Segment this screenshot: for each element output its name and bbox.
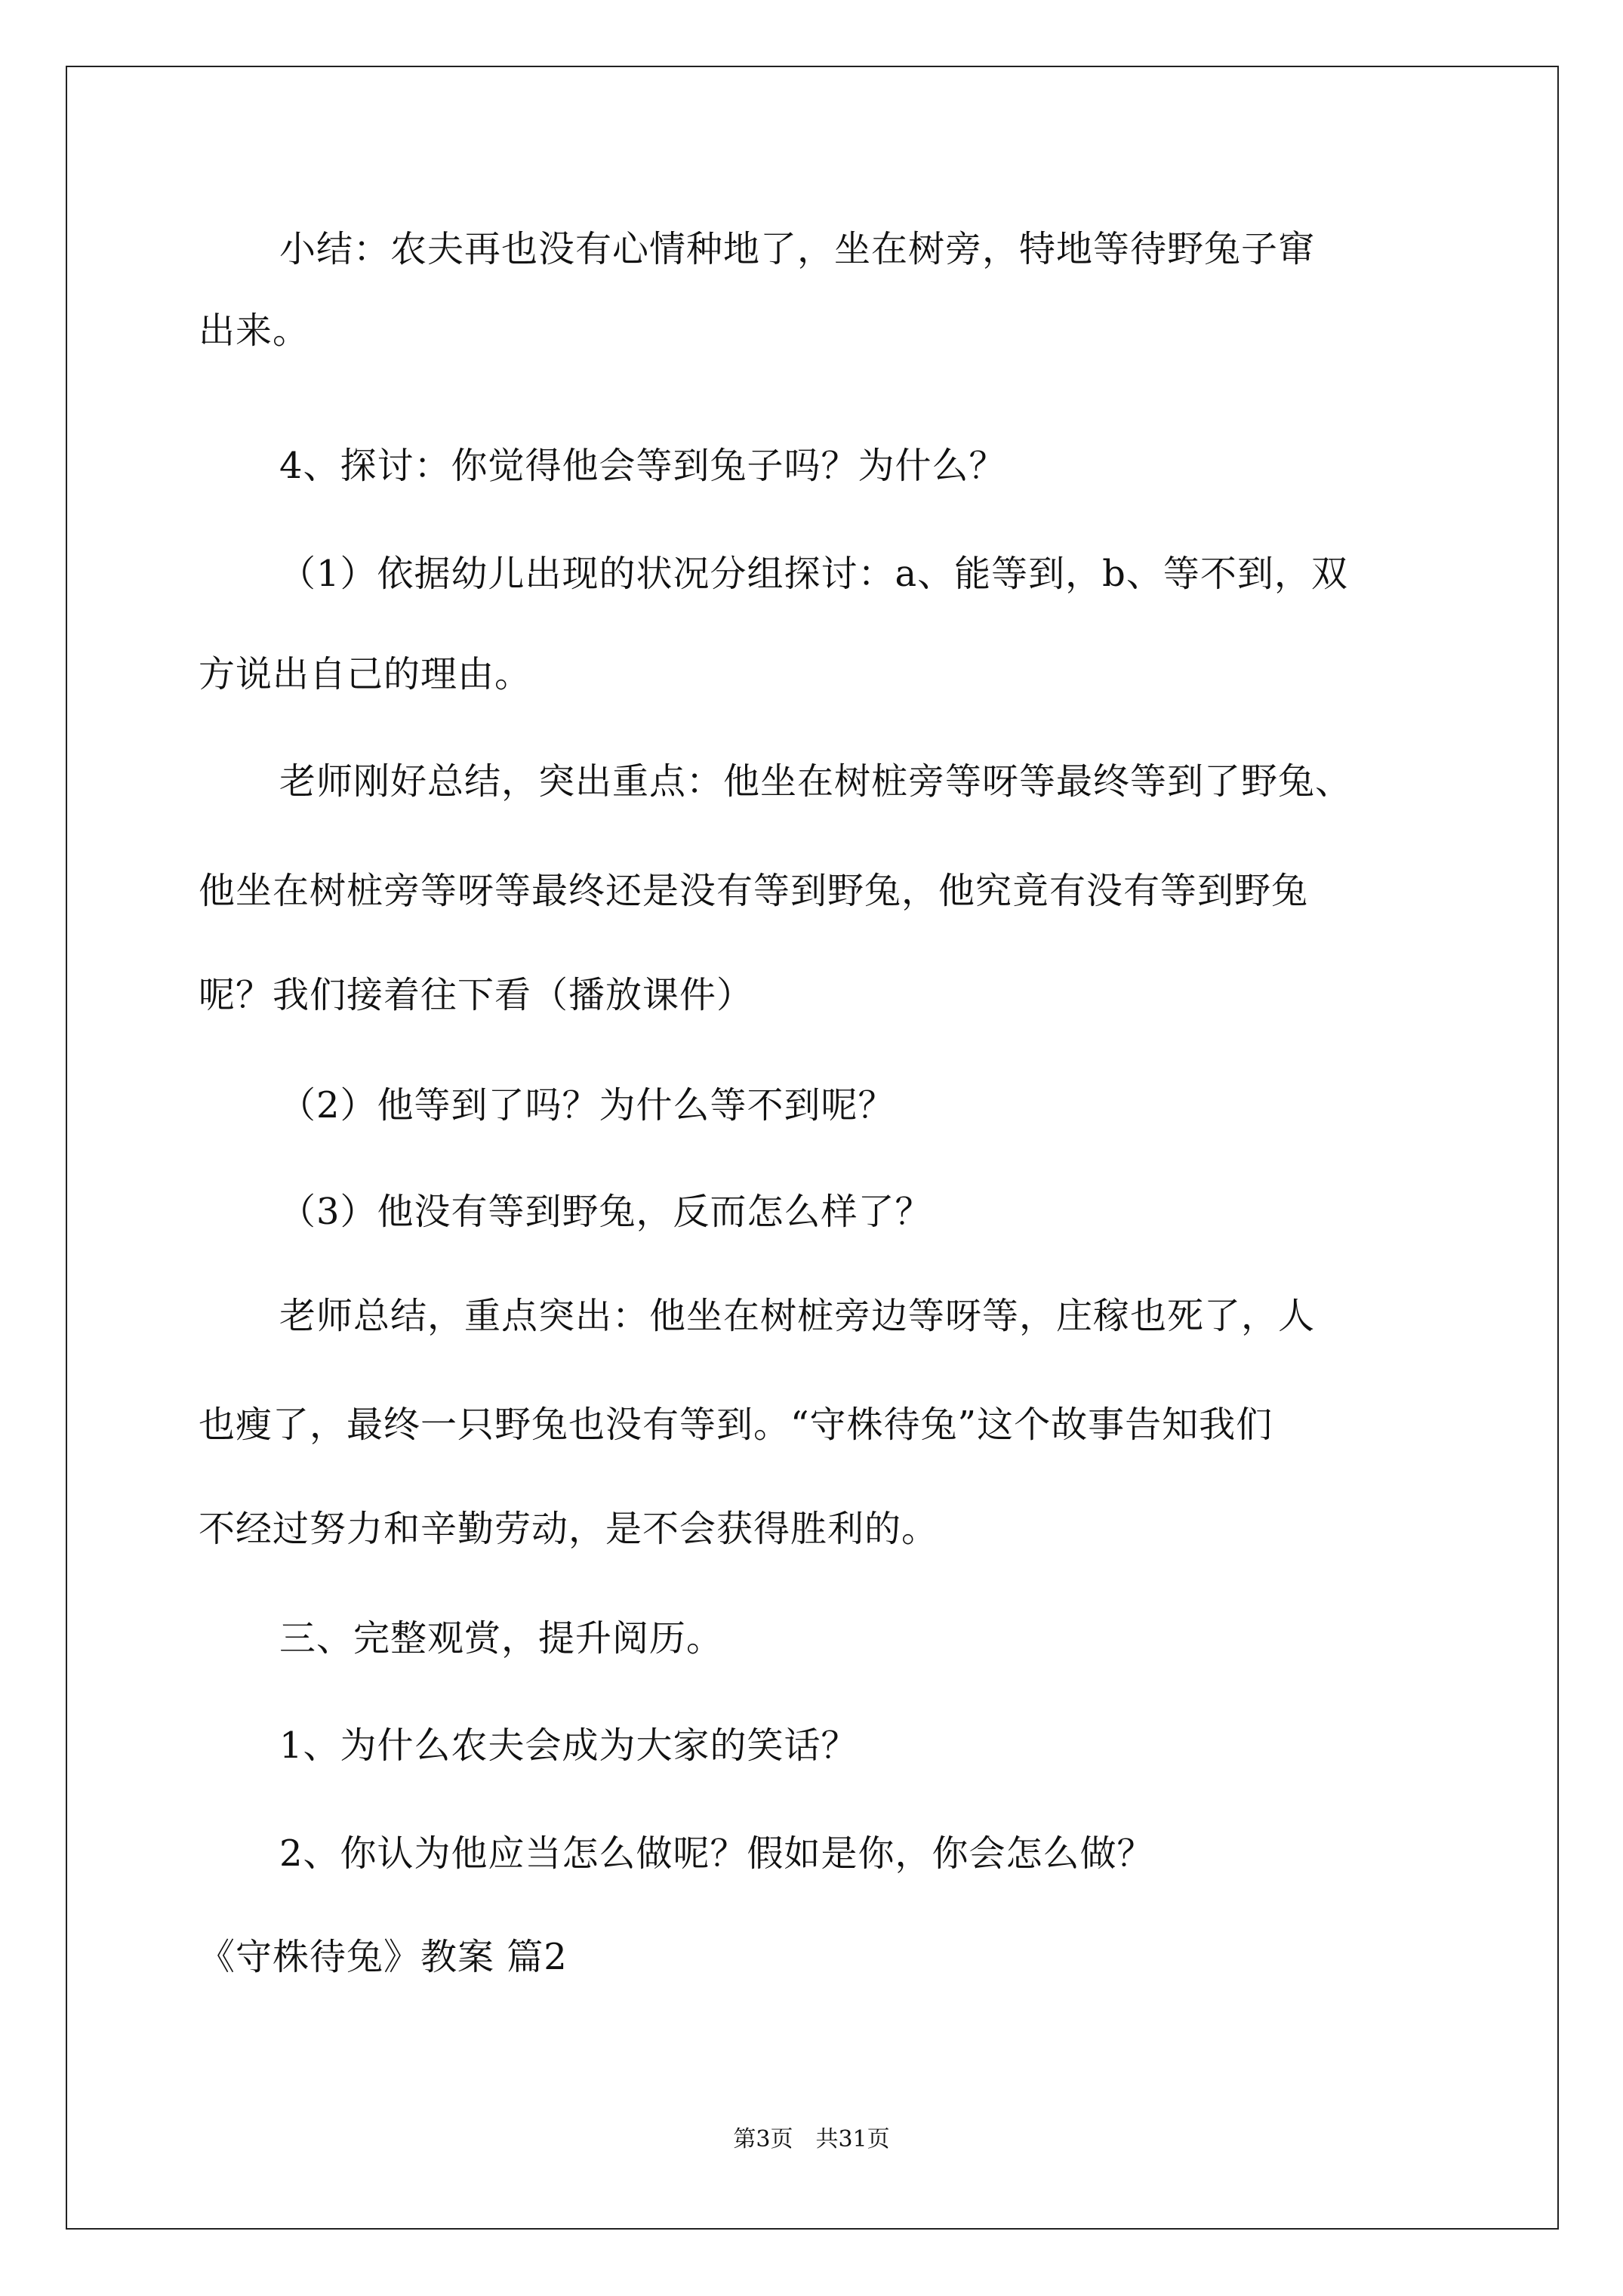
teacher-summary-line-2: 他坐在树桩旁等呀等最终还是没有等到野兔，他究竟有没有等到野兔 (199, 870, 1309, 912)
question-2: 2、你认为他应当怎么做呢？假如是你，你会怎么做？ (279, 1832, 1154, 1875)
discussion-question: 4、探讨：你觉得他会等到兔子吗？为什么？ (279, 445, 1006, 487)
teacher-summary-line-3: 呢？我们接着往下看（播放课件） (199, 974, 754, 1016)
item-1-line-1: （1）依据幼儿出现的状况分组探讨：a、能等到，b、等不到，双 (279, 553, 1348, 595)
teacher-conclusion-line-3: 不经过努力和辛勤劳动，是不会获得胜利的。 (199, 1508, 939, 1550)
page-border (66, 66, 1559, 2230)
section-three-heading: 三、完整观赏，提升阅历。 (279, 1617, 724, 1660)
item-3: （3）他没有等到野兔，反而怎么样了？ (279, 1191, 932, 1233)
lesson-plan-title: 《守株待兔》教案 篇2 (199, 1936, 568, 1978)
item-1-line-2: 方说出自己的理由。 (199, 653, 532, 695)
page-number-footer: 第3页 共31页 (733, 2126, 890, 2153)
item-2: （2）他等到了吗？为什么等不到呢？ (279, 1084, 895, 1126)
teacher-conclusion-line-1: 老师总结，重点突出：他坐在树桩旁边等呀等，庄稼也死了，人 (279, 1295, 1316, 1337)
summary-line-1: 小结：农夫再也没有心情种地了，坐在树旁，特地等待野兔子窜 (279, 228, 1316, 270)
teacher-conclusion-line-2: 也瘦了，最终一只野兔也没有等到。“守株待兔”这个故事告知我们 (199, 1404, 1273, 1446)
summary-line-2: 出来。 (199, 310, 310, 352)
question-1: 1、为什么农夫会成为大家的笑话？ (279, 1724, 858, 1767)
teacher-summary-line-1: 老师刚好总结，突出重点：他坐在树桩旁等呀等最终等到了野兔、 (279, 760, 1353, 803)
